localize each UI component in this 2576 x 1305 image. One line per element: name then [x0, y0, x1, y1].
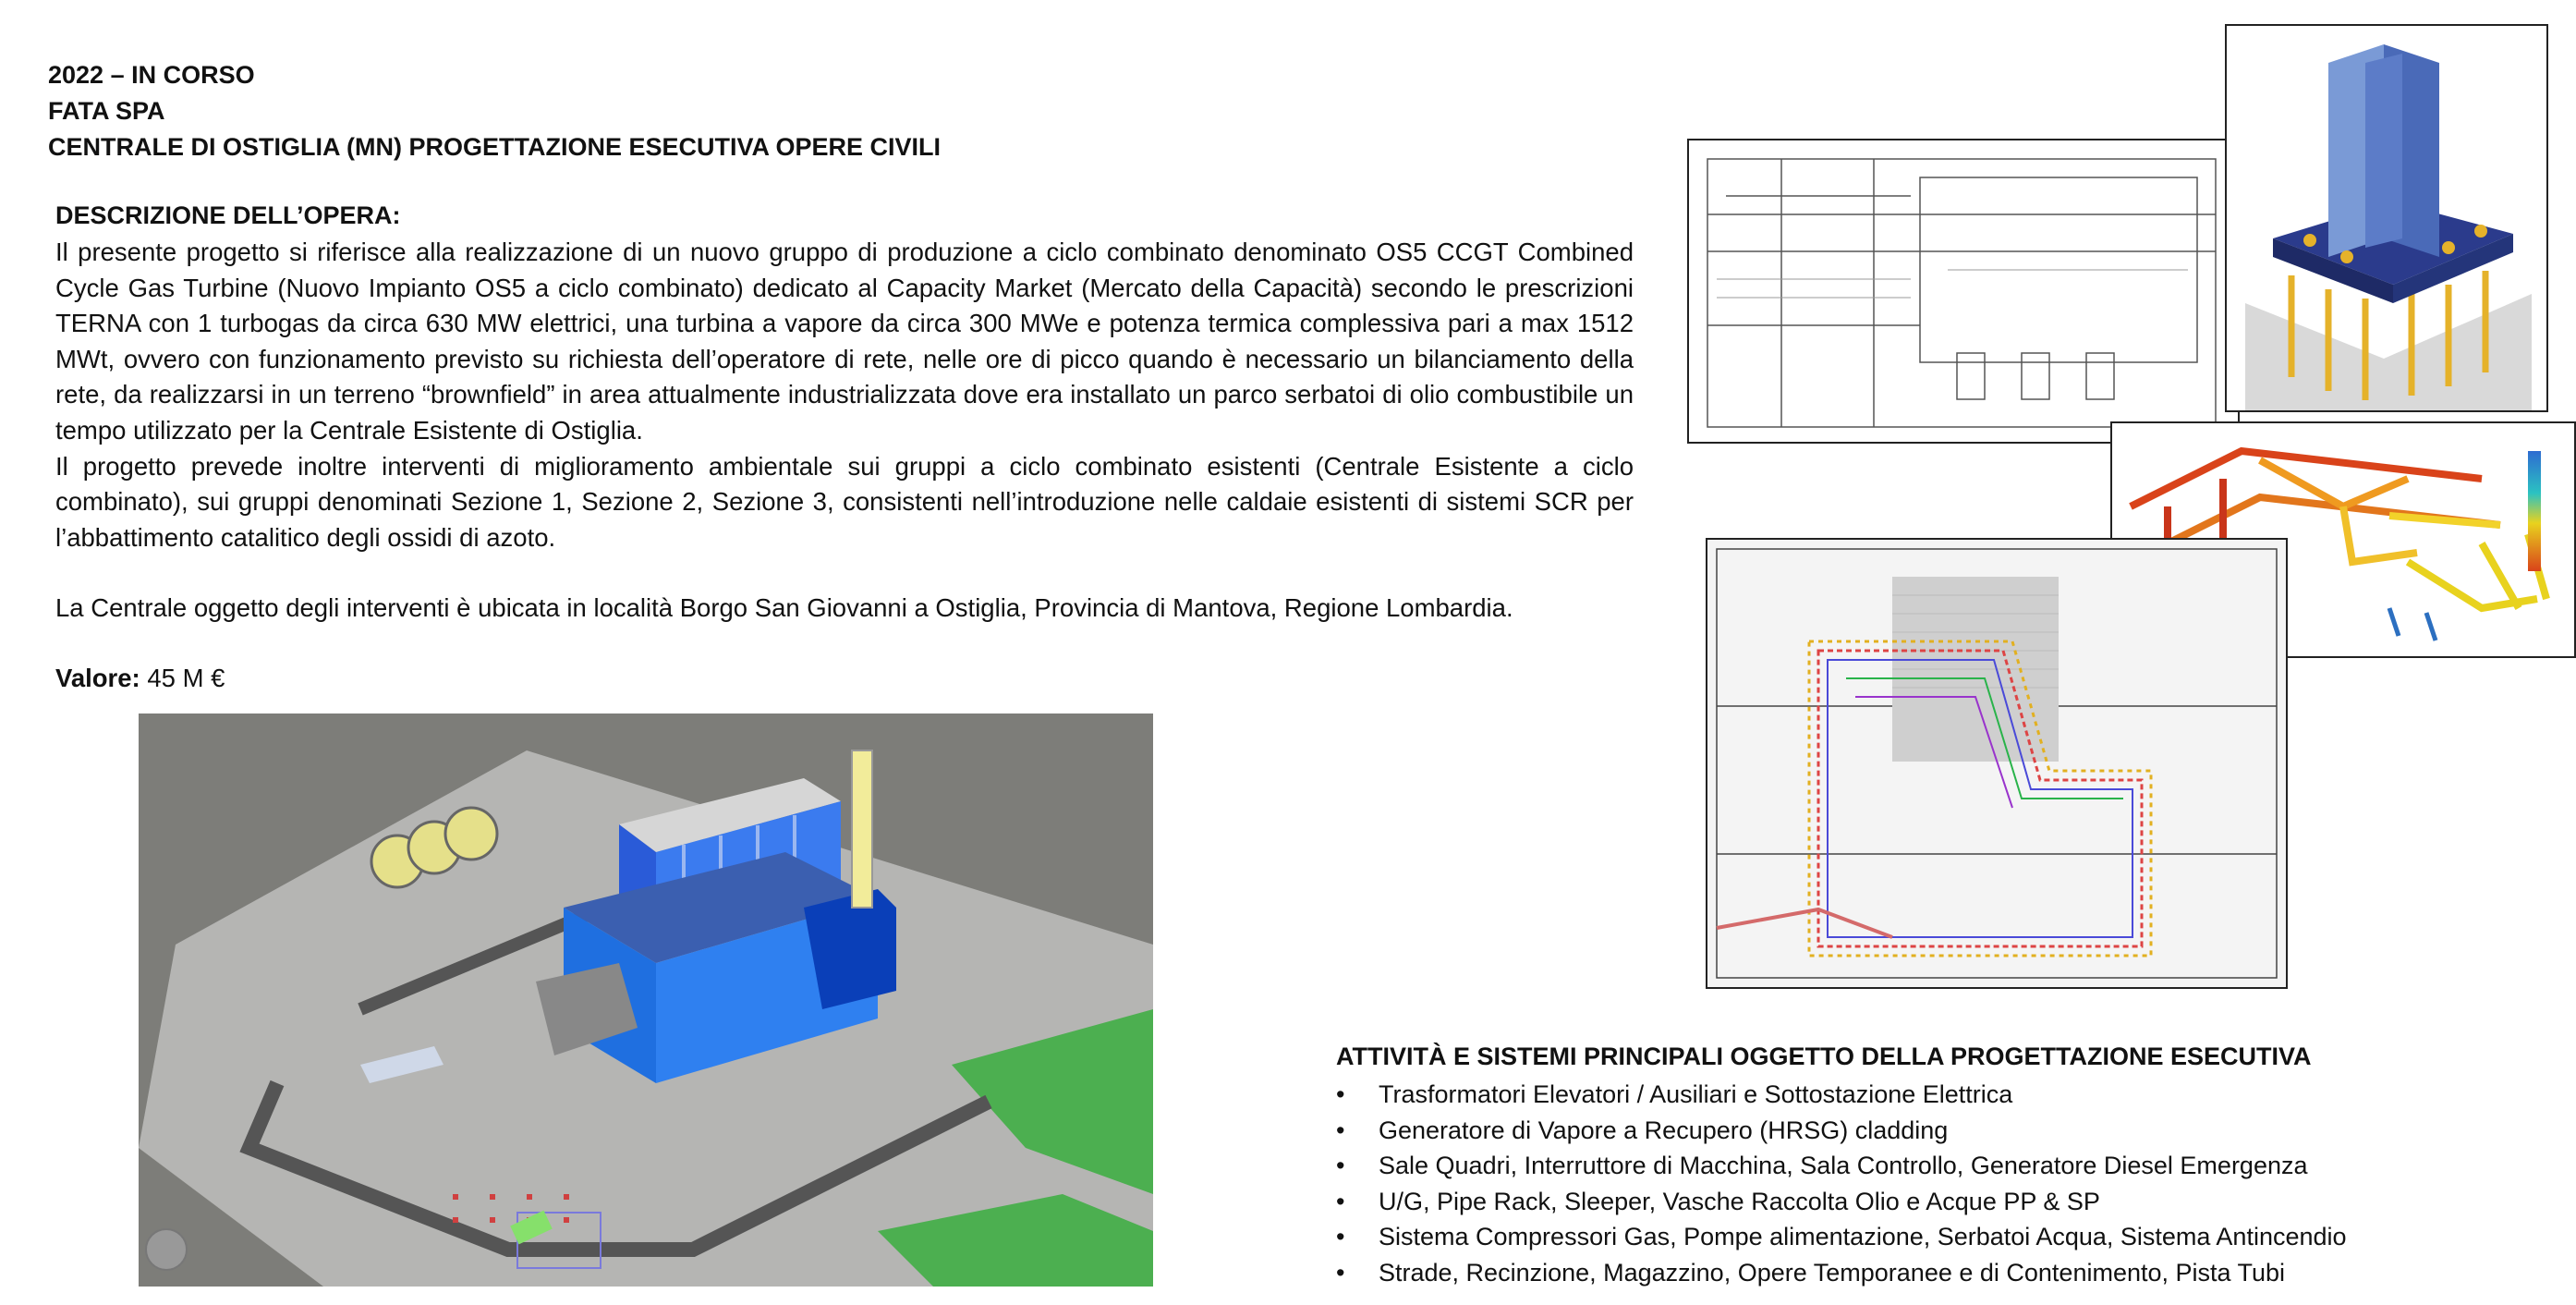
project-title: CENTRALE DI OSTIGLIA (MN) PROGETTAZIONE ESECUTIVA OPERE CIVILI [48, 133, 942, 161]
site-layout-plan [1706, 538, 2288, 989]
description-paragraph-2: Il progetto prevede inoltre interventi di miglioramento ambientale sui gruppi a ciclo combinato esistenti (Centrale Esistente a ciclo combinato), sui gruppi denominati Sezione 1, Sezione 2, Sezione 3, consistenti nell’introduzione nelle caldaie esistenti di sistemi SCR per l’abbattimento catalitico degli ossidi di azoto. [55, 451, 1634, 552]
activity-item: • Strade, Recinzione, Magazzino, Opere Temporanee e di Contenimento, Pista Tubi [1336, 1255, 2347, 1291]
activities-list [1336, 1077, 2347, 1291]
activity-item: • Sistema Compressori Gas, Pompe alimentazione, Serbatoi Acqua, Sistema Antincendio [1336, 1219, 2347, 1255]
description-body [55, 235, 1634, 627]
activity-item: • Trasformatori Elevatori / Ausiliari e Sottostazione Elettrica [1336, 1077, 2347, 1113]
activity-item: • U/G, Pipe Rack, Sleeper, Vasche Raccolta Olio e Acque PP & SP [1336, 1184, 2347, 1220]
project-value [55, 664, 225, 693]
activities-title: ATTIVITÀ E SISTEMI PRINCIPALI OGGETTO DELLA PROGETTAZIONE ESECUTIVA [1336, 1043, 2312, 1070]
description-title: DESCRIZIONE DELL’OPERA: [55, 201, 401, 229]
description-paragraph-3: La Centrale oggetto degli interventi è ubicata in località Borgo San Giovanni a Ostiglia, Provincia di Mantova, Regione Lombardia. [55, 593, 1513, 623]
client-name: FATA SPA [48, 97, 165, 125]
value-amount: 45 M € [147, 664, 225, 692]
plant-3d-render [139, 713, 1153, 1287]
cad-drawing [1687, 139, 2240, 444]
description-paragraph-1: Il presente progetto si riferisce alla realizzazione di un nuovo gruppo di produzione a ciclo combinato denominato OS5 CCGT Combined Cycle Gas Turbine (Nuovo Impianto OS5 a ciclo combinato) dedicato al Capacity Market (Mercato della Capacità) secondo le prescrizioni TERNA con 1 turbogas da circa 630 MW elettrici, una turbina a vapore da circa 300 MWe e potenza termica complessiva pari a max 1512 MWt, ovvero con funzionamento previsto su richiesta dell’operatore di rete, nelle ore di picco quando è necessario un bilanciamento della rete, da realizzarsi in un terreno “brownfield” in area attualmente industrializzata dove era installato un parco serbatoi di olio combustibile un tempo utilizzato per la Centrale Esistente di Ostiglia. [55, 238, 1634, 445]
activities-section [1336, 1043, 2347, 1291]
activity-item: • Generatore di Vapore a Recupero (HRSG) cladding [1336, 1113, 2347, 1149]
value-label: Valore: [55, 664, 140, 692]
steel-column-base-render [2225, 24, 2548, 412]
activity-item: • Sale Quadri, Interruttore di Macchina, Sala Controllo, Generatore Diesel Emergenza [1336, 1148, 2347, 1184]
document-header [48, 57, 941, 165]
project-year: 2022 – IN CORSO [48, 61, 255, 89]
